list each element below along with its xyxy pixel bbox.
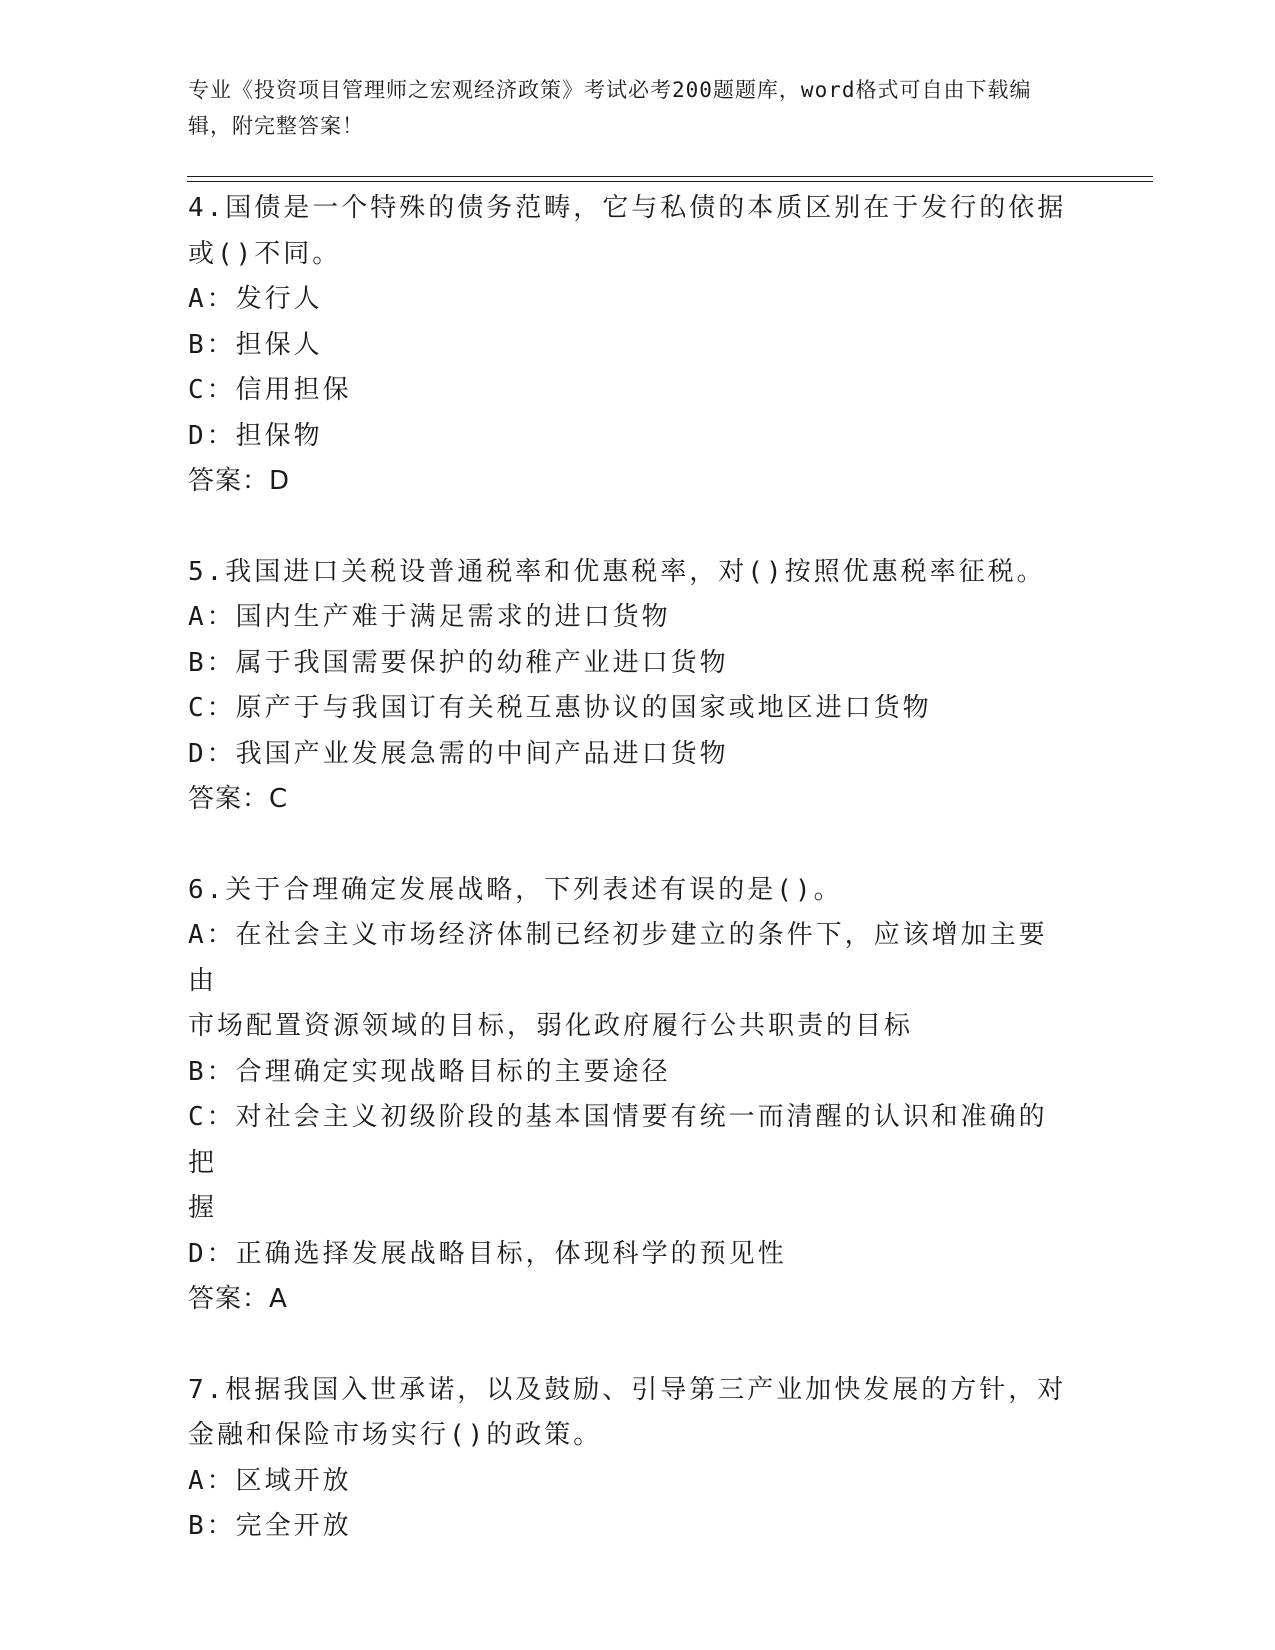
header-rule-top — [187, 176, 1153, 177]
correct-answer: 答案：D — [188, 466, 291, 496]
correct-answer: 答案：C — [188, 784, 289, 814]
answer-option: C：信用担保 — [188, 375, 352, 405]
header-rule-bottom — [187, 181, 1153, 182]
answer-option: C：对社会主义初级阶段的基本国情要有统一而清醒的认识和准确的把 — [188, 1102, 1048, 1178]
question-block — [188, 1368, 1068, 1550]
answer-option: A：发行人 — [188, 284, 323, 314]
answer-option: B：属于我国需要保护的幼稚产业进口货物 — [188, 647, 729, 678]
answer-option: 市场配置资源领域的目标，弱化政府履行公共职责的目标 — [188, 1011, 914, 1041]
question-block — [188, 550, 1068, 823]
answer-option: D：我国产业发展急需的中间产品进口货物 — [188, 738, 729, 769]
question-list — [188, 186, 1068, 1550]
answer-option: A：国内生产难于满足需求的进口货物 — [188, 602, 671, 632]
question-stem: 4.国债是一个特殊的债务范畴，它与私债的本质区别在于发行的依据 — [188, 193, 1067, 223]
answer-option: C：原产于与我国订有关税互惠协议的国家或地区进口货物 — [188, 693, 932, 723]
question-stem: 或()不同。 — [188, 238, 342, 269]
question-block — [188, 186, 1068, 505]
question-stem: 6.关于合理确定发展战略，下列表述有误的是()。 — [188, 874, 843, 905]
answer-option: B：担保人 — [188, 329, 323, 360]
answer-option: B：完全开放 — [188, 1511, 352, 1541]
answer-option: D：担保物 — [188, 420, 323, 451]
question-stem: 金融和保险市场实行()的政策。 — [188, 1420, 603, 1450]
question-stem: 7.根据我国入世承诺，以及鼓励、引导第三产业加快发展的方针，对 — [188, 1374, 1067, 1405]
answer-option: A：在社会主义市场经济体制已经初步建立的条件下，应该增加主要由 — [188, 920, 1048, 996]
answer-option: A：区域开放 — [188, 1465, 352, 1496]
answer-option: D：正确选择发展战略目标，体现科学的预见性 — [188, 1238, 787, 1269]
document-intro: 专业《投资项目管理师之宏观经济政策》考试必考200题题库，word格式可自由下载编辑，附完整答案！ — [188, 78, 1032, 138]
question-stem: 5.我国进口关税设普通税率和优惠税率，对()按照优惠税率征税。 — [188, 556, 1046, 587]
question-block — [188, 868, 1068, 1323]
answer-option: 握 — [188, 1193, 218, 1223]
answer-option: B：合理确定实现战略目标的主要途径 — [188, 1056, 671, 1087]
correct-answer: 答案：A — [188, 1284, 288, 1314]
